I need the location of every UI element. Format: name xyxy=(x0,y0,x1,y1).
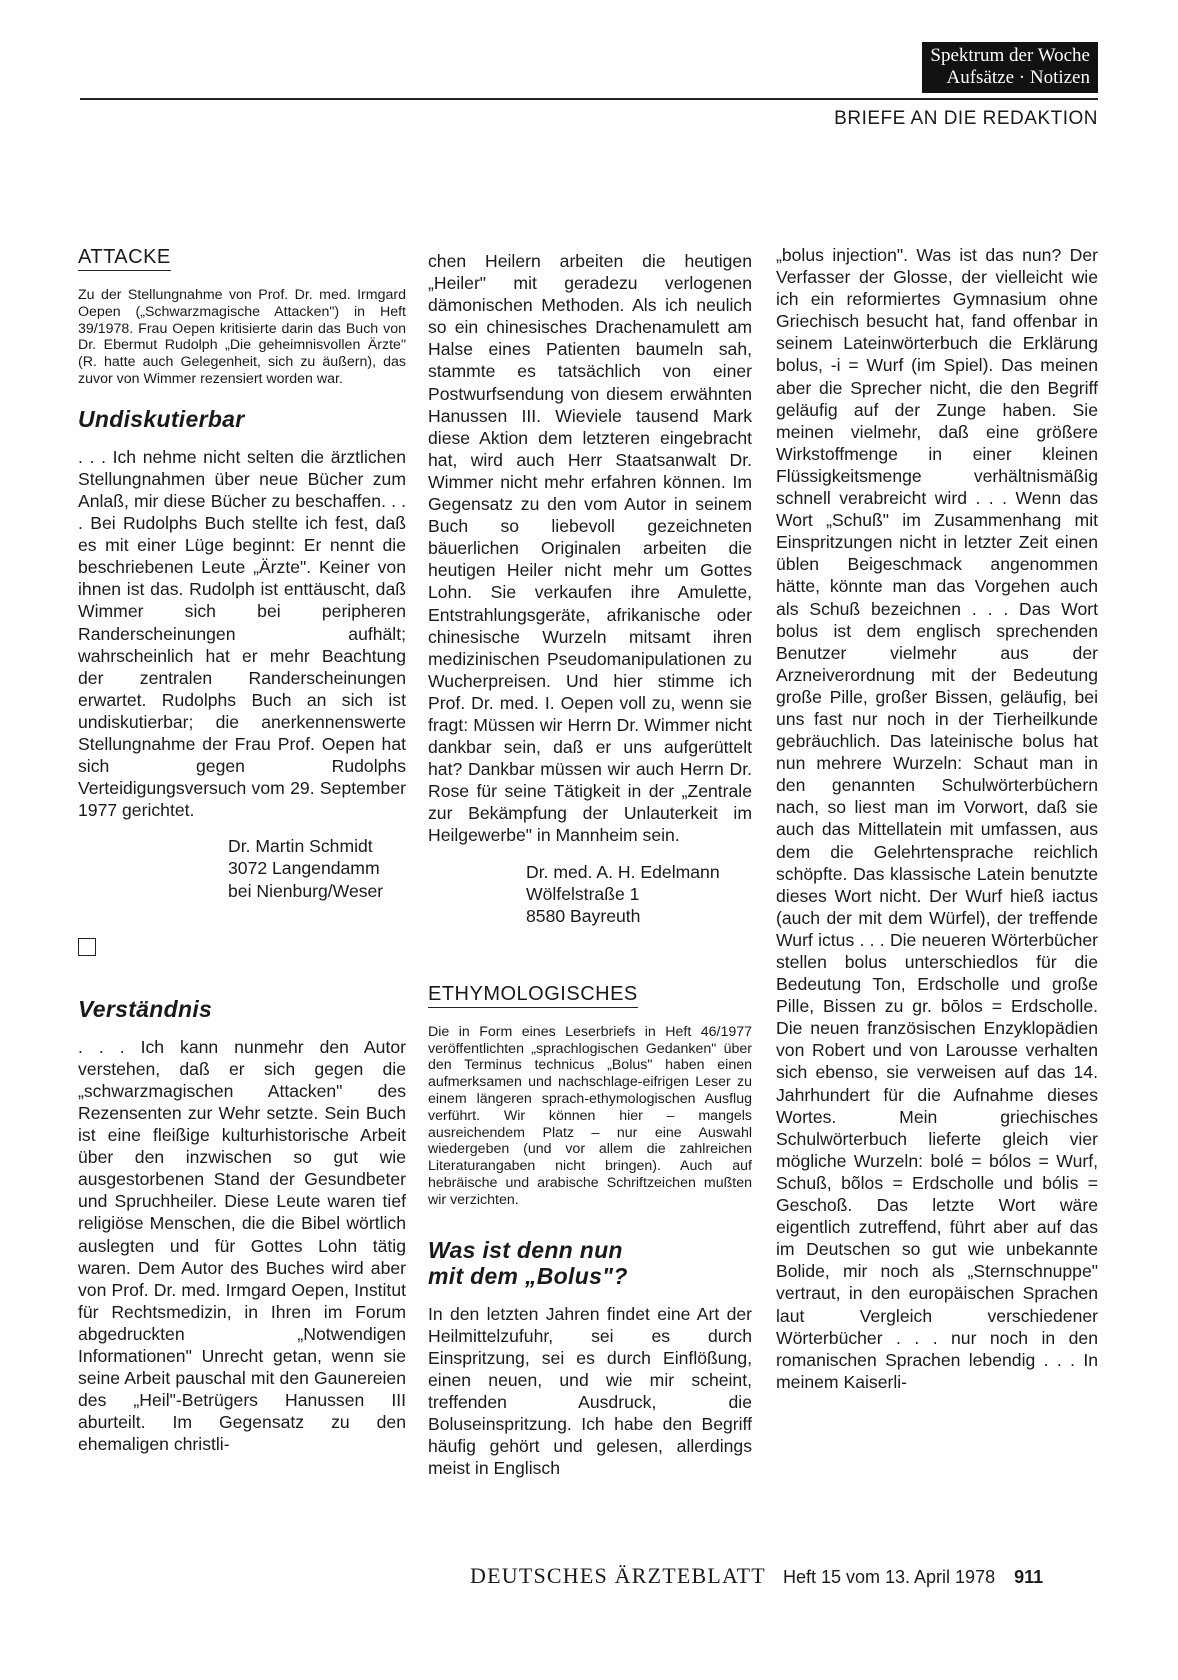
letter-body-undiskutierbar: . . . Ich nehme nicht selten die ärztlichen Stellungnahmen über neue Bücher zum Anlaß, mir diese Bücher zu beschaffen. . . . Bei Rudolphs Buch stellte ich fest, daß es mit einer Lüge beginnt: Er nennt die beschriebenen Leute „Ärzte". Keiner von ihnen ist das. Rudolph ist enttäuscht, daß Wimmer sich bei peripheren Randerscheinungen aufhält; wahrscheinlich hat er mehr Beachtung der zentralen Randerscheinungen erwartet. Rudolphs Buch an sich ist undiskutierbar; die anerkennenswerte Stellungnahme der Frau Prof. Oepen hat sich gegen Rudolphs Verteidigungsversuch vom 29. September 1977 gerichtet. xyxy=(78,446,406,821)
letter-body-verstaendnis: . . . Ich kann nunmehr den Autor verstehen, daß er sich gegen die „schwarzmagischen Attacken" des Rezensenten zur Wehr setzte. Sein Buch ist eine fleißige kulturhistorische Arbeit über den inzwischen so gut wie ausgestorbenen Stand der Gesundbeter und Spruchheiler. Diese Leute waren tief religiöse Menschen, die die Bibel wörtlich auslegten und für Gottes Lohn tätig waren. Dem Autor des Buches wird aber von Prof. Dr. med. Irmgard Oepen, Institut für Rechtsmedizin, in Ihren im Forum abgedruckten „Notwendigen Informationen" Unrecht getan, wenn sie seine Arbeit pauschal mit den Gaunereien des „Heil"-Betrügers Hanussen III aburteilt. Im Gegensatz zu den ehemaligen christli- xyxy=(78,1036,406,1455)
headline-bolus xyxy=(428,1237,752,1289)
column-1 xyxy=(78,246,406,1455)
section-title: BRIEFE AN DIE REDAKTION xyxy=(834,108,1098,129)
footer-page-number: 911 xyxy=(1014,1567,1044,1587)
footer-journal-name: DEUTSCHES ÄRZTEBLATT xyxy=(470,1563,766,1588)
header-box-line-2: Aufsätze · Notizen xyxy=(946,67,1090,88)
article-body-bolus: In den letzten Jahren findet eine Art der Heilmittelzufuhr, sei es durch Einspritzung, sei es durch Einflößung, einen neuen, und wie mir scheint, treffenden Ausdruck, die Boluseinspritzung. Ich habe den Begriff häufig gehört und gelesen, allerdings meist in Englisch xyxy=(428,1303,752,1479)
headline-bolus-line-2: mit dem „Bolus"? xyxy=(428,1262,628,1289)
intro-ethymologisches: Die in Form eines Leserbriefs in Heft 46/1977 veröffentlichten „sprachlogischen Gedanken" über den Terminus technicus „Bolus" haben einen aufmerksamen und nachschlage-eifrigen Leser zu einem längeren sprach-ethymologischen Ausflug verführt. Wir können hier – mangels ausreichendem Platz – nur eine Auswahl wiedergeben (und vor allem die zahlreichen Literaturangaben nicht bringen). Auch auf hebräische und arabische Schriftzeichen mußten wir verzichten. xyxy=(428,1023,752,1208)
headline-bolus-line-1: Was ist denn nun xyxy=(428,1236,623,1263)
headline-undiskutierbar: Undiskutierbar xyxy=(78,405,245,432)
headline-verstaendnis: Verständnis xyxy=(78,995,213,1022)
header-box-line-1: Spektrum der Woche xyxy=(930,45,1090,66)
signature-schmidt: Dr. Martin Schmidt 3072 Langendamm bei Nienburg/Weser xyxy=(228,836,384,901)
end-of-letter-box xyxy=(78,938,96,956)
intro-attacke: Zu der Stellungnahme von Prof. Dr. med. Irmgard Oepen („Schwarzmagische Attacken") in Heft 39/1978. Frau Oepen kritisierte darin das Buch von Dr. Ebermut Rudolph „Die geheimnisvollen Ärzte" (R. hatte auch Gelegenheit, sich zu äußern), das zuvor von Wimmer rezensiert worden war. xyxy=(78,287,406,387)
rubric-attacke: ATTACKE xyxy=(78,246,171,271)
column-2 xyxy=(428,250,752,1479)
rubric-ethymologisches: ETHYMOLOGISCHES xyxy=(428,983,638,1008)
article-body-bolus-continued: „bolus injection". Was ist das nun? Der Verfasser der Glosse, der vielleicht wie ich ein reformiertes Gymnasium ohne Griechisch besucht hat, fand offenbar in seinem Lateinwörterbuch die Erklärung bolus, -i = Wurf (im Spiel). Das meinen aber die Sprecher nicht, die den Begriff geläufig auf der Zunge haben. Sie meinen vielmehr, daß eine größere Wirkstoffmenge in einer kleinen Flüssigkeitsmenge verhältnismäßig schnell verabreicht wird . . . Wenn das Wort „Schuß" im Zusammenhang mit Einspritzungen nicht in letzter Zeit einen üblen Beigeschmack angenommen hätte, könnte man das Vorgehen auch als Schuß bezeichnen . . . Das Wort bolus ist dem englisch sprechenden Benutzer vielmehr aus der Arzneiverordnung mit der Bedeutung große Pille, großer Bissen, geläufig, bei uns fast nur noch in der Tierheilkunde gebräuchlich. Das lateinische bolus hat nun mehrere Wurzeln: Schaut man in den genannten Schulwörterbüchern nach, so liest man im Vorwort, daß sie auch das Mittellatein mit umfassen, aus dem die Gelehrtensprache reichlich schöpfte. Das klassische Latein benutzte dieses Wort nicht. Der Wurf hieß iactus (auch der mit dem Würfel), der treffende Wurf ictus . . . Die neueren Wörterbücher stellen bolus unterschiedlos für die Bedeutung Ton, Erdscholle und große Pille, Bissen zu gr. bōlos = Erdscholle. Die neuen französischen Enzyklopädien von Robert und von Larousse verhalten sich ebenso, sie verweisen auf das 14. Jahrhundert für die Aufnahme dieses Wortes. Mein griechisches Schulwörterbuch lieferte gleich vier mögliche Wurzeln: bolé = bólos = Wurf, Schuß, bõlos = Erdscholle und bólis = Geschoß. Das letzte Wort wäre eigentlich zutreffend, führt aber auf das im Deutschen so gut wie unbekannte Bolide, mir noch als „Sternschnuppe" vertraut, in den europäischen Sprachen laut Vergleich verschiedener Wörterbücher . . . nur noch in den romanischen Sprachen lebendig . . . In meinem Kaiserli- xyxy=(776,245,1098,1392)
page-footer xyxy=(470,1563,1043,1589)
signature-edelmann: Dr. med. A. H. Edelmann Wölfelstraße 1 8580 Bayreuth xyxy=(526,861,720,926)
column-3 xyxy=(776,244,1098,1393)
header-rule xyxy=(80,98,1098,100)
header-section-box xyxy=(922,42,1098,93)
letter-body-verstaendnis-continued: chen Heilern arbeiten die heutigen „Heiler" mit geradezu verlogenen dämonischen Methoden. Als ich neulich so ein chinesisches Drachenamulett am Halse eines Patienten baumeln sah, stammte es tatsächlich von einer Postwurfsendung von diesem erwähnten Hanussen III. Wieviele tausend Mark diese Aktion dem letzteren eingebracht hat, wird auch Herr Staatsanwalt Dr. Wimmer nicht mehr erfahren können. Im Gegensatz zu den vom Autor in seinem Buch so liebevoll gezeichneten bäuerlichen Originalen arbeiten die heutigen Heiler nicht mehr um Gottes Lohn. Sie verkaufen ihre Amulette, Entstrahlungsgeräte, afrikanische oder chinesische Wurzeln mitsamt ihren medizinischen Pseudomanipulationen zu Wucherpreisen. Und hier stimme ich Prof. Dr. med. I. Oepen voll zu, wenn sie fragt: Müssen wir Herrn Dr. Wimmer nicht dankbar sein, daß er uns aufgerüttelt hat? Dankbar müssen wir auch Herrn Dr. Rose für seine Tätigkeit in der „Zentrale zur Bekämpfung der Unlauterkeit im Heilgewerbe" in Mannheim sein. xyxy=(428,251,752,846)
footer-issue: Heft 15 vom 13. April 1978 xyxy=(782,1567,996,1587)
